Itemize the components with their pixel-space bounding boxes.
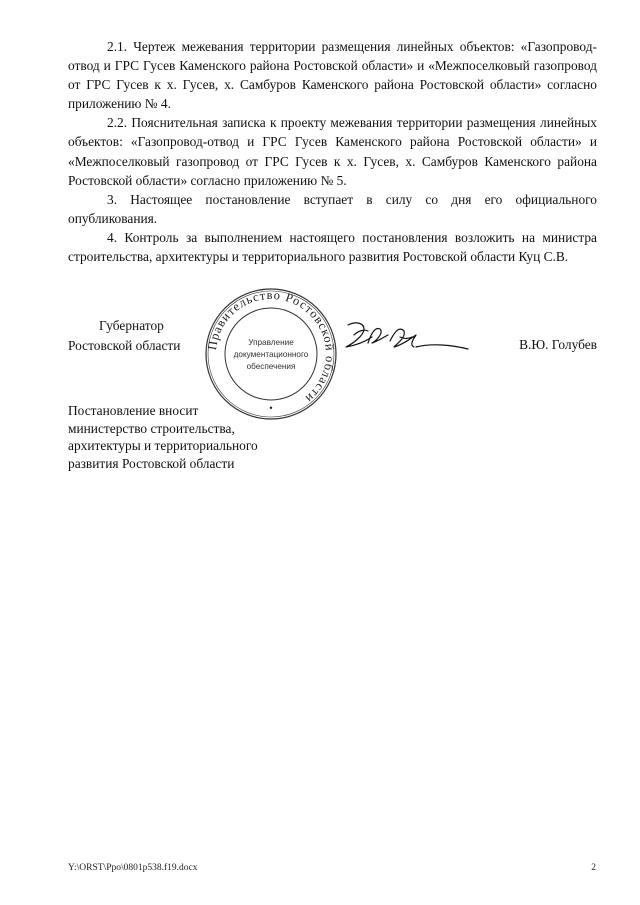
official-seal [204, 287, 338, 421]
submitted-by-line-1: Постановление вносит [68, 403, 199, 418]
paragraph-4: 4. Контроль за выполнением настоящего постановления возложить на министра строительства, архитектуры и территориального развития Ростовской области Куц С.В. [68, 229, 597, 265]
seal-inner-line-1: Управление [248, 338, 294, 347]
handwritten-signature [342, 317, 474, 363]
seal-star-icon: • [269, 403, 273, 413]
paragraph-2-1: 2.1. Чертеж межевания территории размещения линейных объектов: «Газопровод-отвод и ГРС Гусев Каменского района Ростовской области» и «Межпоселковый газопровод от ГРС Гусев к х. Гусев, х. Самбуров Каменского района Ростовской области» согласно приложению № 4. [68, 39, 597, 112]
seal-inner-line-2: документационного [233, 350, 309, 359]
signatory-region: Ростовской области [68, 337, 181, 353]
footer-page-number: 2 [591, 863, 596, 873]
paragraph-2-2: 2.2. Пояснительная записка к проекту межевания территории размещения линейных объектов: «Газопровод-отвод и ГРС Гусев Каменского района Ростовской области» и «Межпоселковый газопровод от ГРС Гусев к х. Гусев, х. Самбуров Каменского района Ростовской области» согласно приложению № 5. [68, 115, 597, 188]
signatory-name: В.Ю. Голубев [519, 337, 597, 352]
seal-inner-line-3: обеспечения [246, 362, 296, 371]
paragraph-3: 3. Настоящее постановление вступает в силу со дня его официального опубликования. [68, 191, 597, 226]
footer-file-path: Y:\ORST\Ppo\0801p538.f19.docx [68, 863, 198, 873]
signatory-position [68, 316, 180, 355]
submitted-by-line-4: развития Ростовской области [68, 456, 235, 472]
seal-ring-text: Правительство Ростовской области [205, 287, 338, 407]
document-body [68, 37, 597, 266]
signatory-title: Губернатор [99, 318, 164, 333]
submitted-by-note [68, 402, 328, 473]
submitted-by-line-2: министерство строительства, [68, 420, 235, 436]
svg-text:Правительство Ростовской облас [205, 288, 337, 406]
submitted-by-line-3: архитектуры и территориального [68, 438, 258, 454]
